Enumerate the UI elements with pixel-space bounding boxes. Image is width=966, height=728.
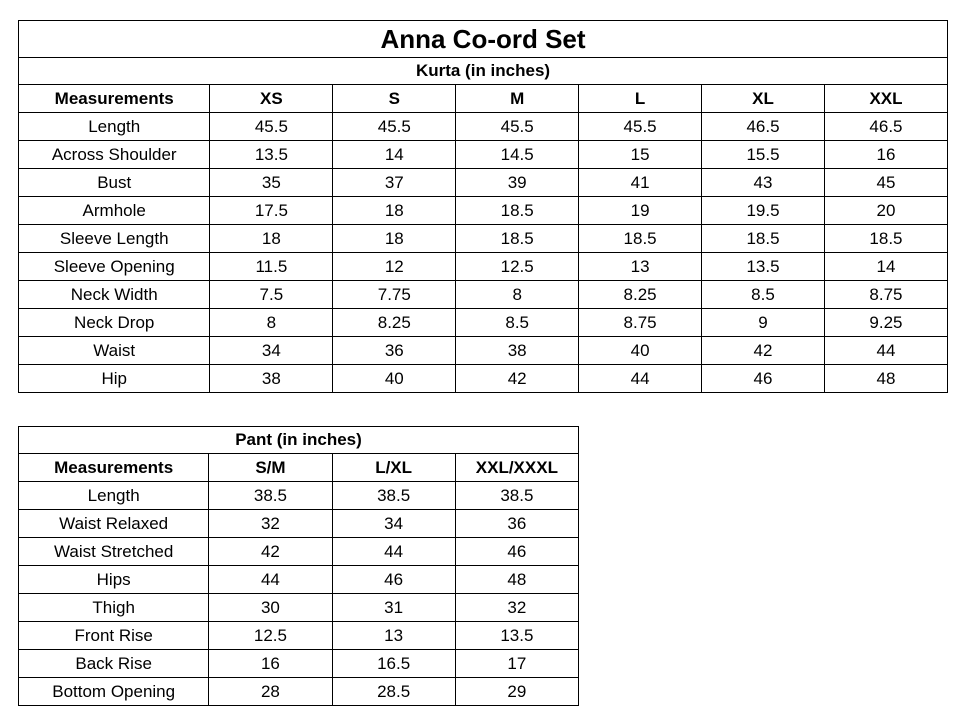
kurta-table-row — [19, 225, 948, 253]
kurta-measurement-label: Sleeve Length — [19, 225, 210, 253]
pant-size-value: 16.5 — [332, 650, 455, 678]
kurta-measurement-label: Armhole — [19, 197, 210, 225]
kurta-size-value: 35 — [210, 169, 333, 197]
kurta-size-value: 7.75 — [333, 281, 456, 309]
chart-title: Anna Co-ord Set — [19, 21, 948, 58]
kurta-size-value: 34 — [210, 337, 333, 365]
kurta-size-value: 13 — [579, 253, 702, 281]
kurta-size-value: 8.75 — [579, 309, 702, 337]
kurta-subtitle: Kurta (in inches) — [19, 58, 948, 85]
kurta-measurement-label: Length — [19, 113, 210, 141]
pant-measurement-label: Waist Relaxed — [19, 510, 209, 538]
kurta-size-value: 19 — [579, 197, 702, 225]
kurta-table-row — [19, 281, 948, 309]
pant-measurement-label: Waist Stretched — [19, 538, 209, 566]
pant-size-value: 29 — [455, 678, 578, 706]
kurta-size-value: 8.5 — [702, 281, 825, 309]
pant-size-value: 16 — [209, 650, 332, 678]
kurta-size-value: 18.5 — [824, 225, 947, 253]
kurta-table-row — [19, 309, 948, 337]
pant-size-value: 38.5 — [209, 482, 332, 510]
pant-table-row — [19, 594, 579, 622]
kurta-size-value: 46 — [702, 365, 825, 393]
kurta-measurement-label: Across Shoulder — [19, 141, 210, 169]
pant-size-value: 42 — [209, 538, 332, 566]
kurta-header-cell: XS — [210, 85, 333, 113]
kurta-size-value: 45.5 — [579, 113, 702, 141]
kurta-size-value: 14 — [333, 141, 456, 169]
kurta-measurement-label: Neck Width — [19, 281, 210, 309]
kurta-size-value: 13.5 — [702, 253, 825, 281]
kurta-size-value: 8.75 — [824, 281, 947, 309]
kurta-size-value: 15 — [579, 141, 702, 169]
kurta-size-value: 20 — [824, 197, 947, 225]
pant-measurement-label: Front Rise — [19, 622, 209, 650]
pant-size-value: 17 — [455, 650, 578, 678]
kurta-size-value: 12 — [333, 253, 456, 281]
kurta-header-cell: XL — [702, 85, 825, 113]
kurta-size-value: 38 — [210, 365, 333, 393]
kurta-size-value: 45 — [824, 169, 947, 197]
kurta-size-value: 8 — [210, 309, 333, 337]
pant-size-value: 31 — [332, 594, 455, 622]
pant-measurement-label: Hips — [19, 566, 209, 594]
kurta-size-value: 38 — [456, 337, 579, 365]
pant-header-cell: Measurements — [19, 454, 209, 482]
pant-body — [19, 482, 579, 706]
pant-size-value: 44 — [332, 538, 455, 566]
kurta-size-table — [18, 20, 948, 393]
kurta-measurement-label: Neck Drop — [19, 309, 210, 337]
kurta-size-value: 45.5 — [333, 113, 456, 141]
kurta-header-cell: S — [333, 85, 456, 113]
kurta-table-row — [19, 113, 948, 141]
pant-size-value: 46 — [332, 566, 455, 594]
kurta-size-value: 41 — [579, 169, 702, 197]
kurta-size-value: 40 — [579, 337, 702, 365]
kurta-size-value: 8.25 — [333, 309, 456, 337]
pant-table-row — [19, 650, 579, 678]
pant-measurement-label: Back Rise — [19, 650, 209, 678]
kurta-size-value: 9.25 — [824, 309, 947, 337]
kurta-size-value: 39 — [456, 169, 579, 197]
kurta-table-row — [19, 365, 948, 393]
pant-size-value: 48 — [455, 566, 578, 594]
kurta-header-cell: XXL — [824, 85, 947, 113]
kurta-size-value: 46.5 — [824, 113, 947, 141]
kurta-size-value: 11.5 — [210, 253, 333, 281]
pant-table-row — [19, 510, 579, 538]
kurta-size-value: 18.5 — [456, 197, 579, 225]
kurta-size-value: 14.5 — [456, 141, 579, 169]
pant-size-value: 13 — [332, 622, 455, 650]
kurta-size-value: 44 — [824, 337, 947, 365]
kurta-measurement-label: Hip — [19, 365, 210, 393]
kurta-size-value: 18 — [210, 225, 333, 253]
kurta-table-row — [19, 337, 948, 365]
kurta-size-value: 7.5 — [210, 281, 333, 309]
pant-table-row — [19, 622, 579, 650]
kurta-header-cell: Measurements — [19, 85, 210, 113]
kurta-size-value: 15.5 — [702, 141, 825, 169]
pant-header-cell: L/XL — [332, 454, 455, 482]
pant-size-value: 46 — [455, 538, 578, 566]
kurta-size-value: 43 — [702, 169, 825, 197]
kurta-table-row — [19, 253, 948, 281]
kurta-measurement-label: Sleeve Opening — [19, 253, 210, 281]
pant-subtitle: Pant (in inches) — [19, 427, 579, 454]
kurta-size-value: 18.5 — [579, 225, 702, 253]
kurta-size-value: 44 — [579, 365, 702, 393]
pant-size-value: 28.5 — [332, 678, 455, 706]
pant-table-row — [19, 482, 579, 510]
pant-measurement-label: Thigh — [19, 594, 209, 622]
pant-size-value: 32 — [209, 510, 332, 538]
pant-size-value: 32 — [455, 594, 578, 622]
kurta-size-value: 18 — [333, 225, 456, 253]
pant-measurement-label: Bottom Opening — [19, 678, 209, 706]
kurta-size-value: 46.5 — [702, 113, 825, 141]
kurta-size-value: 42 — [456, 365, 579, 393]
pant-size-value: 30 — [209, 594, 332, 622]
kurta-size-value: 45.5 — [210, 113, 333, 141]
kurta-size-value: 8.5 — [456, 309, 579, 337]
kurta-size-value: 37 — [333, 169, 456, 197]
pant-table-row — [19, 566, 579, 594]
kurta-size-value: 14 — [824, 253, 947, 281]
pant-size-value: 38.5 — [332, 482, 455, 510]
kurta-table-row — [19, 169, 948, 197]
kurta-measurement-label: Waist — [19, 337, 210, 365]
kurta-size-value: 18.5 — [702, 225, 825, 253]
pant-table-row — [19, 678, 579, 706]
kurta-size-value: 45.5 — [456, 113, 579, 141]
pant-header-row — [19, 454, 579, 482]
kurta-header-cell: L — [579, 85, 702, 113]
kurta-size-value: 36 — [333, 337, 456, 365]
kurta-size-value: 18 — [333, 197, 456, 225]
kurta-size-value: 16 — [824, 141, 947, 169]
kurta-size-value: 19.5 — [702, 197, 825, 225]
kurta-size-value: 17.5 — [210, 197, 333, 225]
pant-table-row — [19, 538, 579, 566]
kurta-measurement-label: Bust — [19, 169, 210, 197]
kurta-size-value: 40 — [333, 365, 456, 393]
pant-size-value: 36 — [455, 510, 578, 538]
kurta-table-row — [19, 197, 948, 225]
kurta-size-value: 8.25 — [579, 281, 702, 309]
pant-size-value: 38.5 — [455, 482, 578, 510]
kurta-size-value: 9 — [702, 309, 825, 337]
pant-size-table — [18, 426, 579, 706]
kurta-header-row — [19, 85, 948, 113]
pant-header-cell: XXL/XXXL — [455, 454, 578, 482]
kurta-size-value: 48 — [824, 365, 947, 393]
kurta-size-value: 13.5 — [210, 141, 333, 169]
kurta-header-cell: M — [456, 85, 579, 113]
pant-size-value: 12.5 — [209, 622, 332, 650]
pant-size-value: 44 — [209, 566, 332, 594]
kurta-table-row — [19, 141, 948, 169]
kurta-size-value: 12.5 — [456, 253, 579, 281]
pant-header-cell: S/M — [209, 454, 332, 482]
pant-measurement-label: Length — [19, 482, 209, 510]
pant-size-value: 34 — [332, 510, 455, 538]
kurta-size-value: 8 — [456, 281, 579, 309]
kurta-size-value: 18.5 — [456, 225, 579, 253]
kurta-size-value: 42 — [702, 337, 825, 365]
pant-size-value: 28 — [209, 678, 332, 706]
pant-size-value: 13.5 — [455, 622, 578, 650]
kurta-body — [19, 113, 948, 393]
